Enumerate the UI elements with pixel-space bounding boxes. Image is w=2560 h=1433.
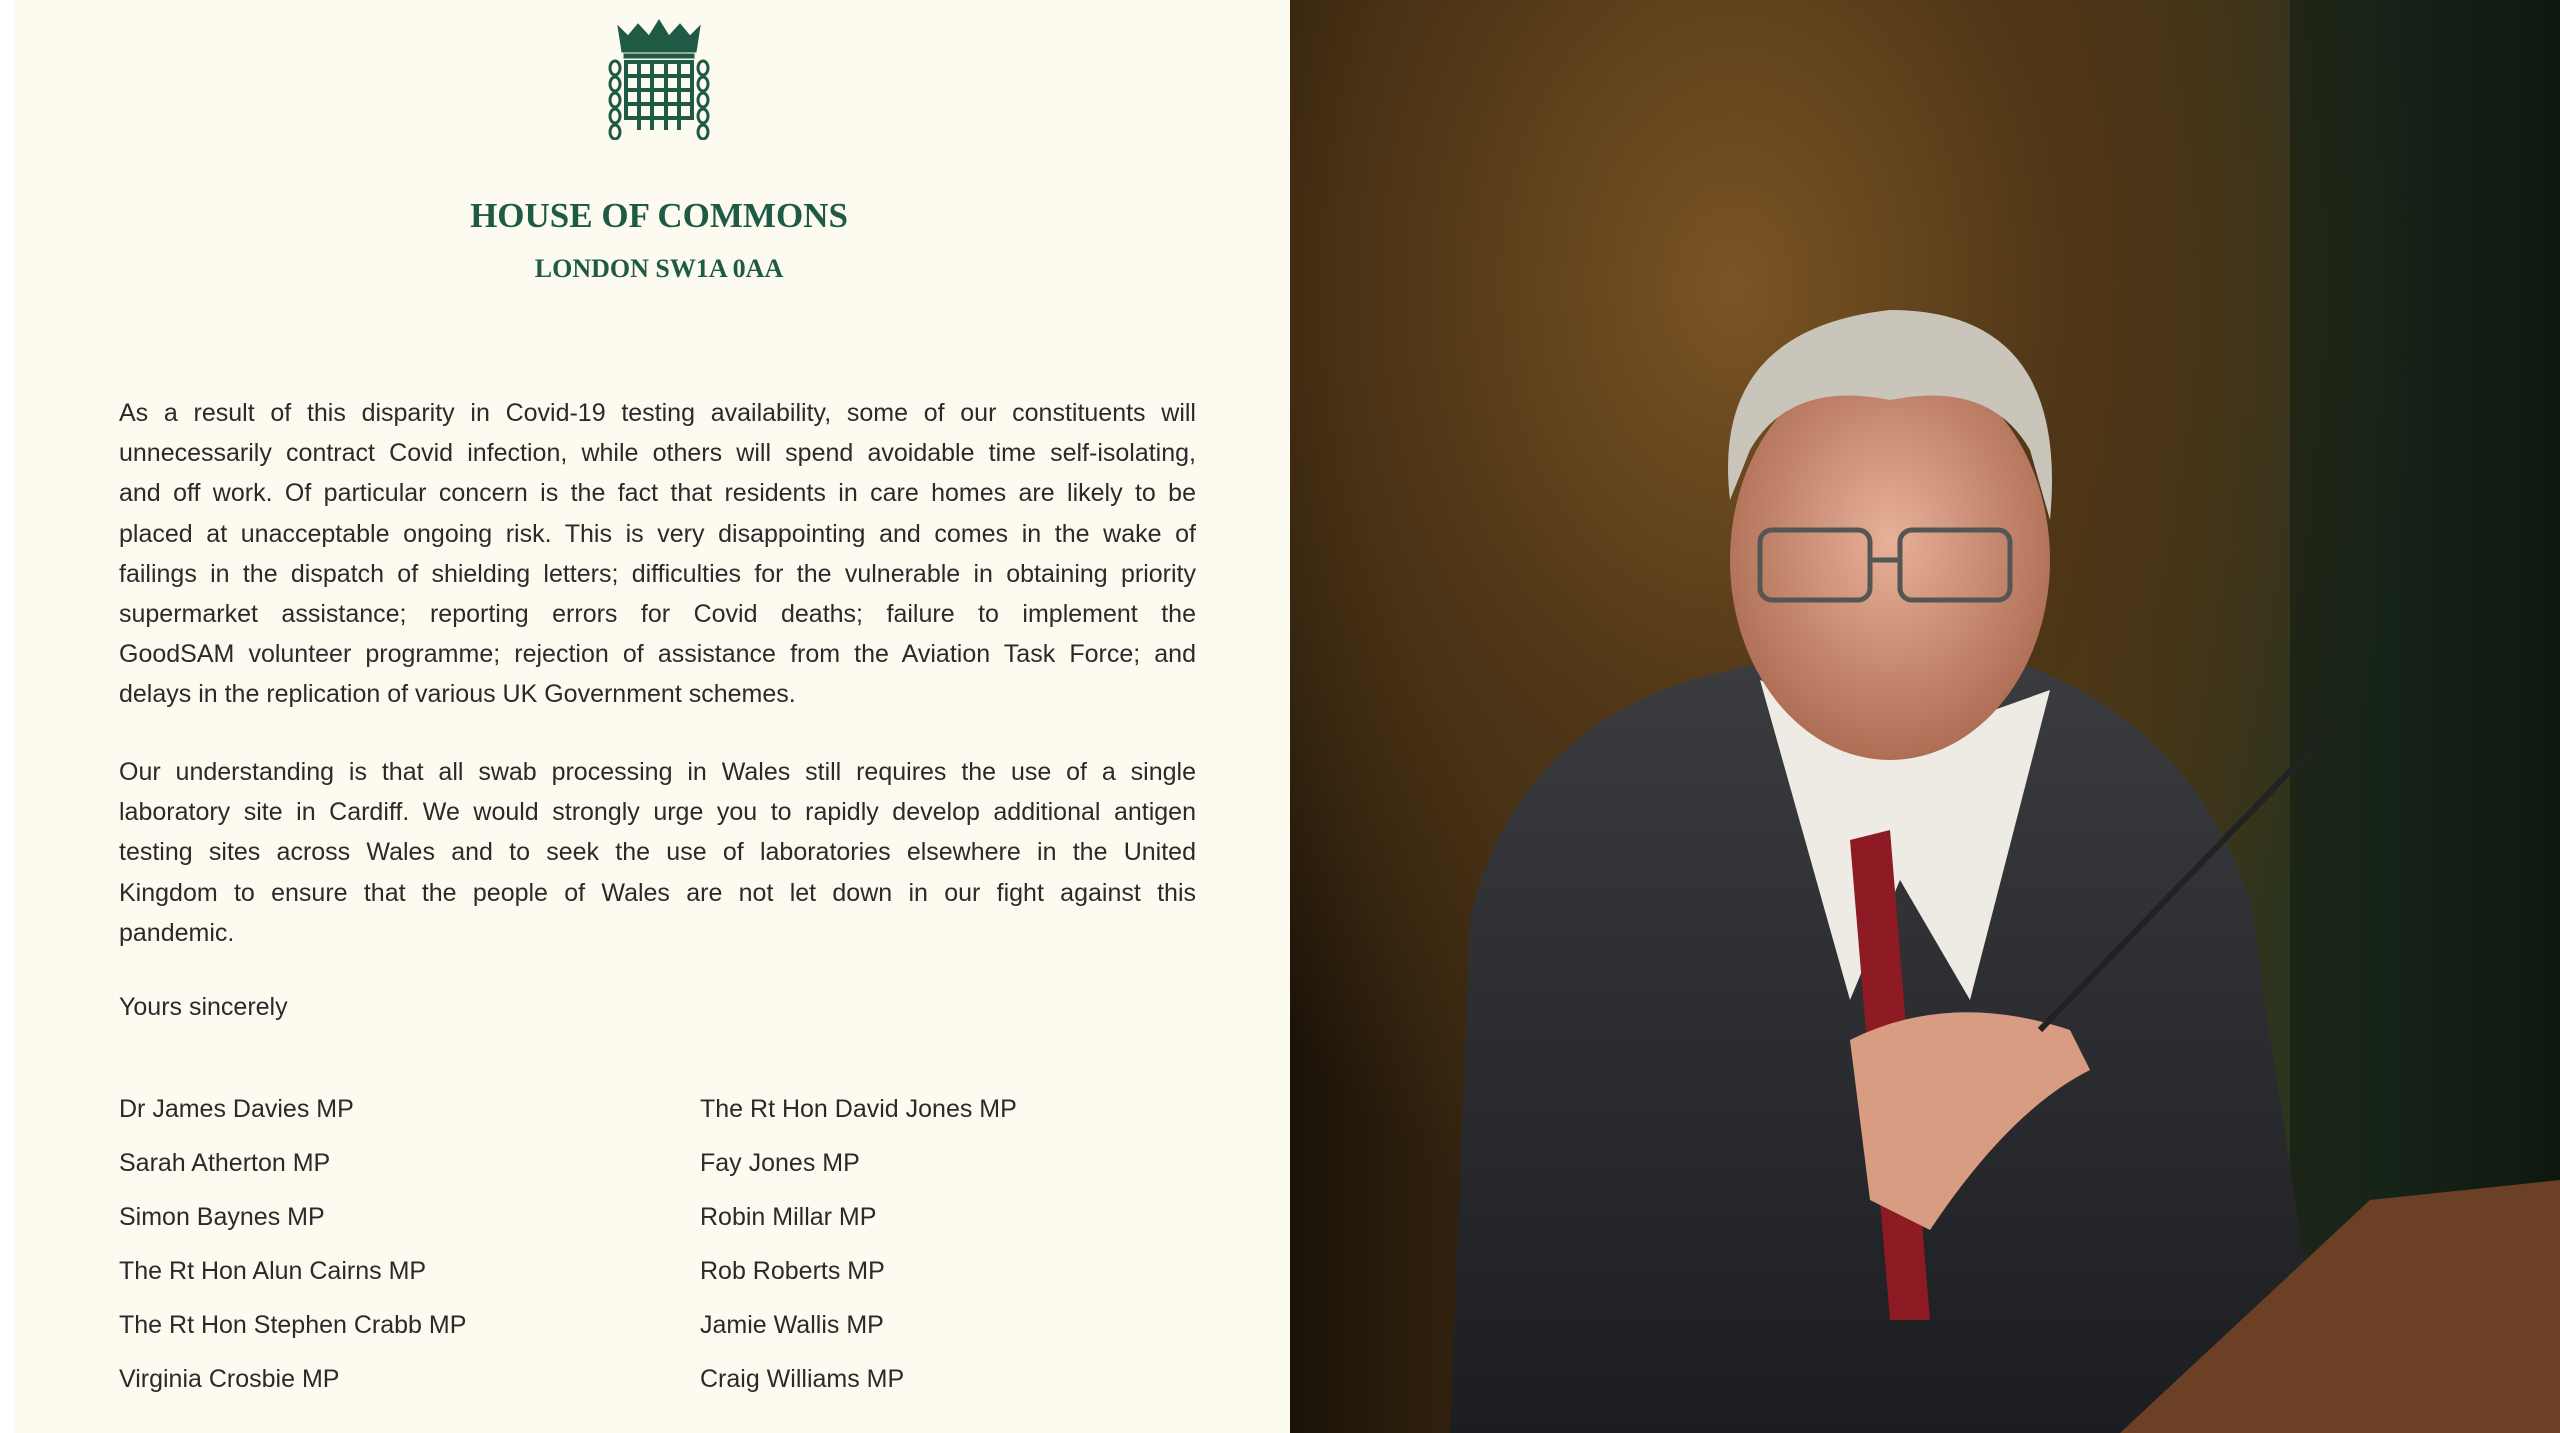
text-line: delays in the replication of various UK Government schemes.	[119, 680, 796, 709]
text-line: Kingdom to ensure that the people of Wales are not let down in our fight against this	[119, 878, 1196, 907]
text-line: supermarket assistance; reporting errors for Covid deaths; failure to implement the	[119, 599, 1196, 628]
signatory: Rob Roberts MP	[700, 1257, 885, 1285]
letterhead-title: HOUSE OF COMMONS	[470, 196, 848, 235]
letterhead-address: LONDON SW1A 0AA	[534, 254, 784, 283]
signatory: The Rt Hon Stephen Crabb MP	[119, 1311, 467, 1339]
text-line: unnecessarily contract Covid infection, while others will spend avoidable time self-isolating,	[119, 439, 1196, 468]
signatory: Fay Jones MP	[700, 1149, 860, 1177]
signatory: Robin Millar MP	[700, 1203, 877, 1231]
text-line: pandemic.	[119, 918, 235, 947]
paragraph-1	[119, 393, 1196, 715]
speaker-illustration	[1290, 0, 2560, 1433]
text-line: failings in the dispatch of shielding letters; difficulties for the vulnerable in obtaining priority	[119, 559, 1196, 588]
text-line: As a result of this disparity in Covid-19 testing availability, some of our constituents will	[119, 399, 1196, 427]
closing: Yours sincerely	[119, 993, 288, 1021]
signatory: Jamie Wallis MP	[700, 1311, 884, 1339]
text-line: laboratory site in Cardiff. We would strongly urge you to rapidly develop additional antigen	[119, 798, 1196, 827]
text-line: GoodSAM volunteer programme; rejection of assistance from the Aviation Task Force; and	[119, 640, 1196, 669]
paragraph-2	[119, 752, 1196, 953]
signatory: Sarah Atherton MP	[119, 1149, 331, 1177]
speaker-photo	[1290, 0, 2560, 1433]
signatory: The Rt Hon Alun Cairns MP	[119, 1257, 427, 1285]
signatory: Simon Baynes MP	[119, 1203, 325, 1231]
text-line: placed at unacceptable ongoing risk. This is very disappointing and comes in the wake of	[119, 519, 1196, 548]
signatory: Virginia Crosbie MP	[119, 1365, 340, 1393]
text-line: Our understanding is that all swab processing in Wales still requires the use of a single	[119, 758, 1196, 786]
signatory: The Rt Hon David Jones MP	[700, 1095, 1017, 1123]
signatory: Craig Williams MP	[700, 1365, 905, 1393]
text-line: and off work. Of particular concern is the fact that residents in care homes are likely to be	[119, 479, 1196, 508]
text-line: testing sites across Wales and to seek the use of laboratories elsewhere in the United	[119, 838, 1196, 867]
signatory: Dr James Davies MP	[119, 1095, 354, 1123]
portcullis-logo	[606, 18, 712, 140]
